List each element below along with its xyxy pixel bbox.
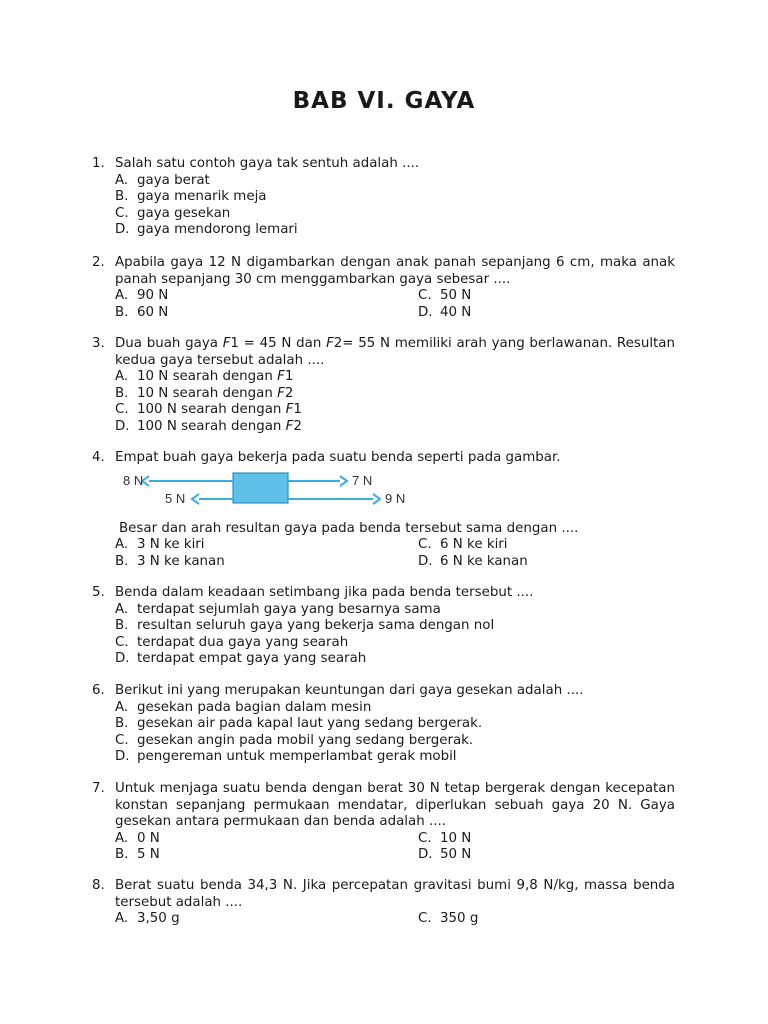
option-b[interactable]: B. gaya menarik meja [115,189,267,205]
option-d[interactable]: D. terdapat empat gaya yang searah [115,651,367,667]
force-diagram-svg [115,469,415,509]
question-6 [92,683,675,766]
question-number: 4. [92,450,105,465]
option-a[interactable]: A. 3 N ke kiri [115,537,205,553]
question-8 [92,878,675,928]
option-b[interactable]: B. 10 N searah dengan F2 [115,385,294,401]
option-a[interactable]: A. 3,50 g [115,911,180,927]
option-d[interactable]: D. 40 N [418,304,472,320]
question-text: Salah satu contoh gaya tak sentuh adalah .... [115,156,420,171]
arrow-7n-head [340,476,347,486]
option-c[interactable]: C. 350 g [418,911,479,927]
option-c[interactable]: C. terdapat dua gaya yang searah [115,634,349,650]
label-right-top: 7 N [352,472,373,488]
question-text: Apabila gaya 12 N digambarkan dengan anak panah sepanjang 6 cm, maka anak panah sepanjang 30 cm menggambarkan gaya sebesar .... [115,255,675,287]
option-d[interactable]: D. gaya mendorong lemari [115,222,298,238]
label-left-top: 8 N [123,472,144,488]
question-5 [92,585,675,668]
question-number: 2. [92,255,105,270]
question-text: Berat suatu benda 34,3 N. Jika percepatan gravitasi bumi 9,8 N/kg, massa benda tersebut adalah .... [115,878,675,910]
option-b[interactable]: B. 5 N [115,847,160,863]
option-d[interactable]: D. 100 N searah dengan F2 [115,418,302,434]
option-a[interactable]: A. gaya berat [115,172,210,188]
page-title: BAB VI. GAYA [292,88,476,114]
option-b[interactable]: B. 3 N ke kanan [115,553,225,569]
question-number: 5. [92,585,105,600]
option-a[interactable]: A. gesekan pada bagian dalam mesin [115,699,372,715]
option-c[interactable]: C. 50 N [418,288,472,304]
question-number: 6. [92,683,105,698]
question-1 [92,156,675,239]
question-text: Empat buah gaya bekerja pada suatu benda seperti pada gambar. [115,450,561,465]
question-text: Benda dalam keadaan setimbang jika pada benda tersebut .... [115,585,534,600]
question-7 [92,781,675,864]
option-d[interactable]: D. pengereman untuk memperlambat gerak mobil [115,749,457,765]
option-d[interactable]: D. 6 N ke kanan [418,553,528,569]
question-4 [92,450,675,570]
force-diagram [115,469,675,509]
label-right-bottom: 9 N [385,490,406,506]
option-c[interactable]: C. 6 N ke kiri [418,537,508,553]
option-a[interactable]: A. terdapat sejumlah gaya yang besarnya sama [115,601,441,617]
question-number: 7. [92,781,105,796]
label-left-bottom: 5 N [165,490,186,506]
question-number: 3. [92,336,105,351]
object-box [233,473,288,503]
question-text: Berikut ini yang merupakan keuntungan dari gaya gesekan adalah .... [115,683,584,698]
arrow-9n-head [373,494,380,504]
option-a[interactable]: A. 0 N [115,830,160,846]
question-number: 1. [92,156,105,171]
option-c[interactable]: C. 10 N [418,830,472,846]
question-number: 8. [92,878,105,893]
option-c[interactable]: C. 100 N searah dengan F1 [115,402,302,418]
question-2 [92,255,675,321]
question-3 [92,336,675,436]
option-c[interactable]: C. gaya gesekan [115,205,231,221]
option-b[interactable]: B. resultan seluruh gaya yang bekerja sama dengan nol [115,618,495,634]
question-text: Dua buah gaya F1 = 45 N dan F2= 55 N memiliki arah yang berlawanan. Resultan kedua gaya tersebut adalah .... [115,336,675,368]
option-c[interactable]: C. gesekan angin pada mobil yang sedang bergerak. [115,732,474,748]
option-a[interactable]: A. 10 N searah dengan F1 [115,369,294,385]
option-b[interactable]: B. 60 N [115,304,169,320]
option-b[interactable]: B. gesekan air pada kapal laut yang sedang bergerak. [115,716,483,732]
option-d[interactable]: D. 50 N [418,847,472,863]
question-text: Untuk menjaga suatu benda dengan berat 30 N tetap bergerak dengan kecepatan konstan sepanjang permukaan mendatar, diperlukan sebuah gaya 20 N. Gaya gesekan antara permukaan dan benda adalah .... [115,781,675,830]
arrow-5n-head [192,494,199,504]
option-a[interactable]: A. 90 N [115,288,169,304]
question-follow-up: Besar dan arah resultan gaya pada benda tersebut sama dengan .... [119,520,579,536]
